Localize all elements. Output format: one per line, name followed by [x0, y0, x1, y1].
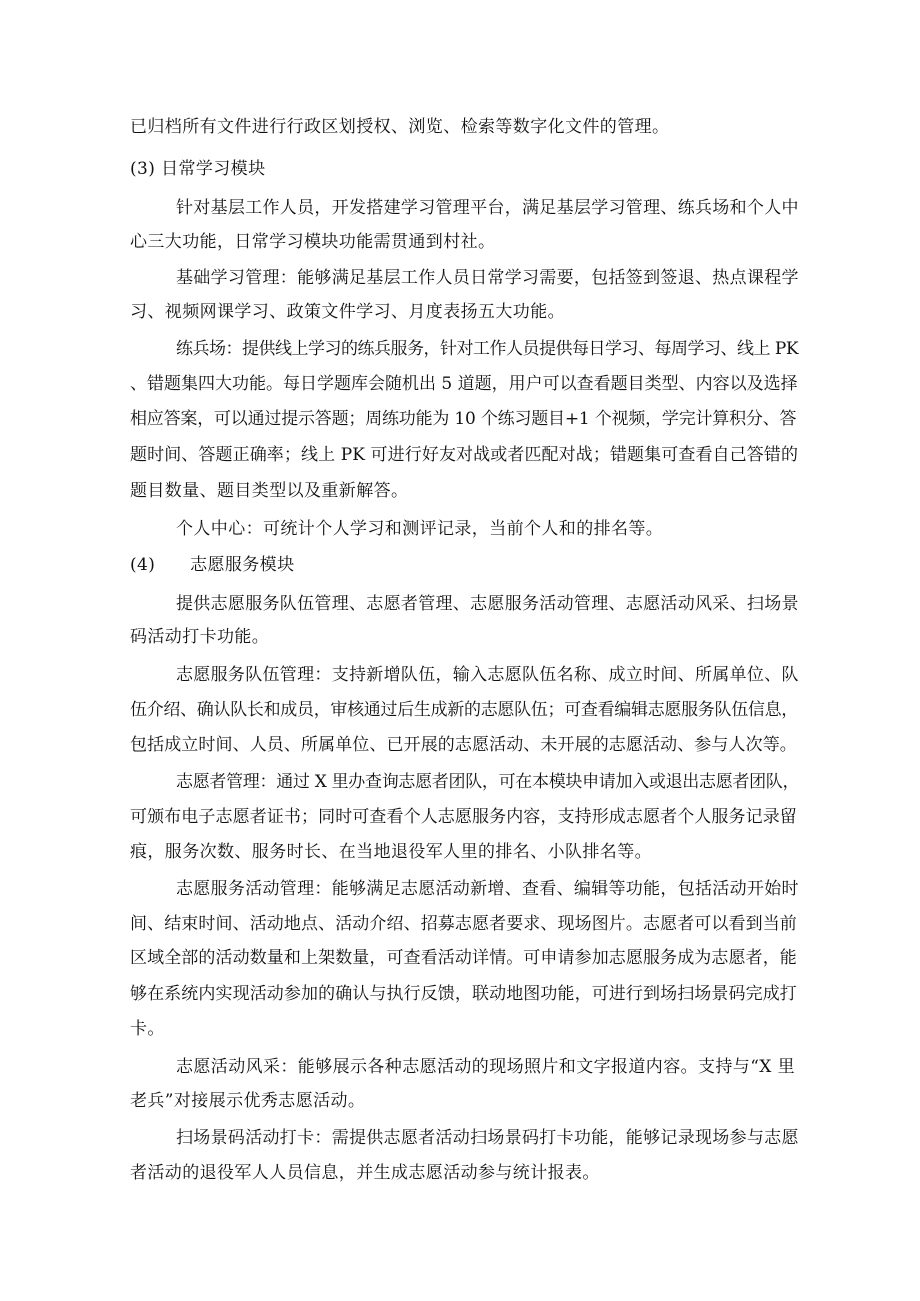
text-line [176, 877, 799, 901]
text-line [176, 663, 799, 687]
text-line [176, 196, 799, 220]
line-text: 卡。 [130, 1019, 165, 1039]
line-text: 者活动的退役军人人员信息，并生成志愿活动参与统计报表。 [130, 1163, 600, 1183]
section-heading [130, 157, 265, 181]
line-text: 志愿活动风采：能够展示各种志愿活动的现场照片和文字报道内容。支持与“X 里 [176, 1057, 795, 1077]
line-text: 够在系统内实现活动参加的确认与执行反馈，联动地图功能，可进行到场扫场景码完成打 [130, 984, 797, 1004]
text-line [130, 372, 798, 396]
text-line [130, 407, 796, 431]
line-text: 志愿者管理：通过 X 里办查询志愿者团队，可在本模块申请加入或退出志愿者团队， [176, 772, 800, 792]
text-line [130, 698, 798, 722]
text-line [176, 1126, 799, 1150]
line-text: 心三大功能，日常学习模块功能需贯通到村社。 [130, 232, 496, 252]
line-text: 扫场景码活动打卡：需提供志愿者活动扫场景码打卡功能，能够记录现场参与志愿 [176, 1128, 799, 1148]
line-text: 针对基层工作人员，开发搭建学习管理平台，满足基层学习管理、练兵场和个人中 [176, 198, 799, 218]
text-line [176, 337, 798, 361]
text-line [176, 266, 799, 290]
line-text: 老兵”对接展示优秀志愿活动。 [130, 1091, 366, 1111]
heading-text: (3) 日常学习模块 [130, 159, 266, 179]
line-text: 题目数量、题目类型以及重新解答。 [130, 481, 409, 501]
line-text: 痕，服务次数、服务时长、在当地退役军人里的排名、小队排名等。 [130, 842, 652, 862]
text-line [130, 443, 798, 467]
line-text: 练兵场：提供线上学习的练兵服务，针对工作人员提供每日学习、每周学习、线上 PK [176, 339, 799, 359]
line-text: 志愿服务队伍管理：支持新增队伍，输入志愿队伍名称、成立时间、所属单位、队 [176, 665, 799, 685]
text-line [130, 625, 269, 649]
line-text: 包括成立时间、人员、所属单位、已开展的志愿活动、未开展的志愿活动、参与人次等。 [130, 735, 797, 755]
line-text: 间、结束时间、活动地点、活动介绍、招募志愿者要求、现场图片。志愿者可以看到当前 [130, 914, 797, 934]
line-text: 个人中心：可统计个人学习和测评记录，当前个人和的排名等。 [176, 519, 664, 539]
text-line [130, 1161, 600, 1185]
line-text: 可颁布电子志愿者证书；同时可查看个人志愿服务内容，支持形成志愿者个人服务记录留 [130, 807, 797, 827]
text-line [130, 1017, 165, 1041]
line-text: 基础学习管理：能够满足基层工作人员日常学习需要，包括签到签退、热点课程学 [176, 268, 799, 288]
line-text: 伍介绍、确认队长和成员，审核通过后生成新的志愿队伍；可查看编辑志愿服务队伍信息， [130, 700, 798, 720]
text-line [130, 982, 797, 1006]
text-line [130, 840, 652, 864]
text-line [130, 230, 495, 254]
line-text: 、错题集四大功能。每日学题库会随机出 5 道题，用户可以查看题目类型、内容以及选择 [130, 374, 798, 394]
text-line [130, 733, 797, 757]
line-text: 志愿服务活动管理：能够满足志愿活动新增、查看、编辑等功能，包括活动开始时 [176, 879, 799, 899]
section-heading [130, 553, 294, 577]
line-text: 习、视频网课学习、政策文件学习、月度表扬五大功能。 [130, 302, 565, 322]
heading-text: (4) 志愿服务模块 [130, 555, 295, 575]
text-line [176, 592, 799, 616]
text-line [130, 479, 408, 503]
text-line [130, 1089, 365, 1113]
line-text: 区域全部的活动数量和上架数量，可查看活动详情。可申请参加志愿服务成为志愿者，能 [130, 948, 797, 968]
line-text: 提供志愿服务队伍管理、志愿者管理、志愿服务活动管理、志愿活动风采、扫场景 [176, 594, 799, 614]
text-line [176, 517, 663, 541]
line-text: 题时间、答题正确率；线上 PK 可进行好友对战或者匹配对战；错题集可查看自己答错的 [130, 445, 799, 465]
text-line [130, 912, 797, 936]
line-text: 相应答案，可以通过提示答题；周练功能为 10 个练习题目+1 个视频，学完计算积分、答 [130, 409, 797, 429]
line-text: 码活动打卡功能。 [130, 627, 270, 647]
text-line [130, 115, 669, 139]
text-line [130, 300, 565, 324]
line-text: 已归档所有文件进行行政区划授权、浏览、检索等数字化文件的管理。 [130, 117, 670, 137]
text-line [130, 946, 797, 970]
text-line [176, 770, 799, 794]
text-line [130, 805, 797, 829]
text-line [176, 1055, 795, 1079]
